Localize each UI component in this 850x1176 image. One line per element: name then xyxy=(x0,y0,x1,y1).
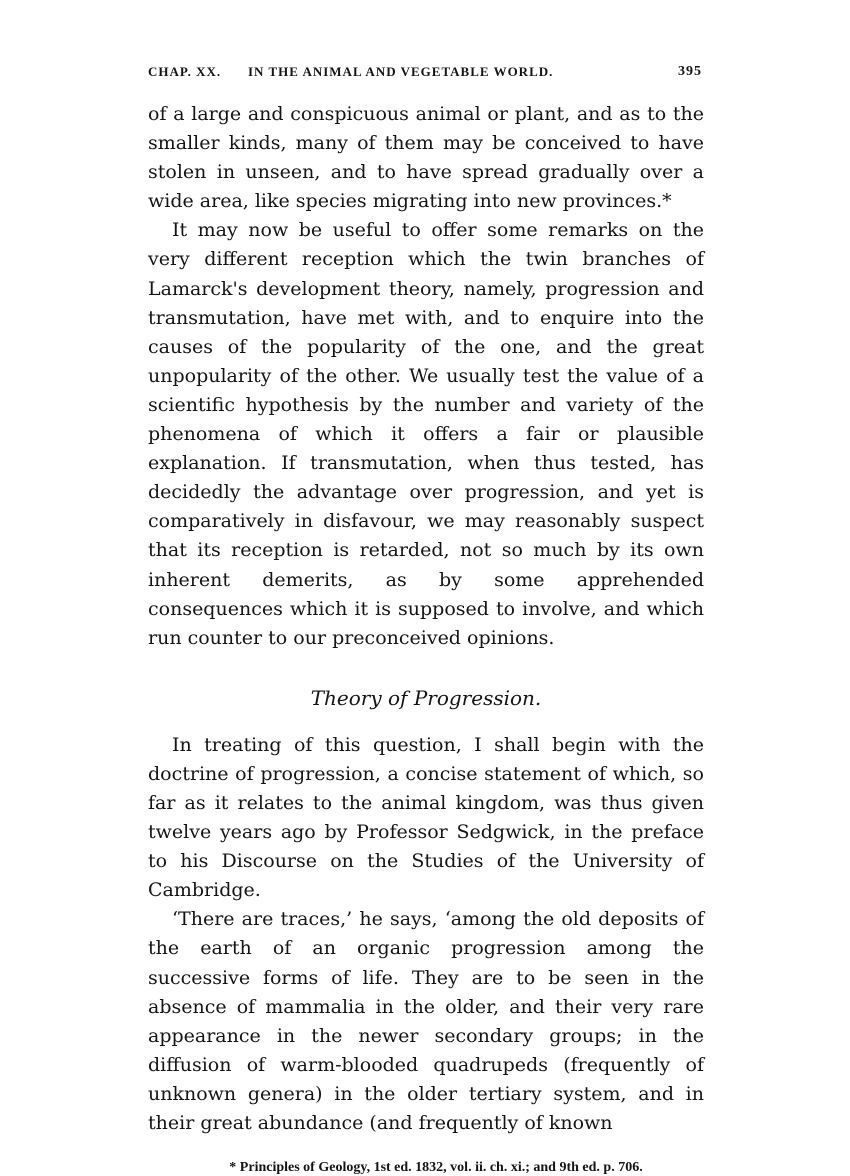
chapter-label: CHAP. XX. xyxy=(148,64,222,79)
paragraph: It may now be useful to offer some remarks on the very different reception which the twin branches of Lamarck's development theory, namely, progression and transmutation, have met with, and to enquire into the causes of the popularity of the one, and the great unpopularity of the other. We usually test the value of a scientific hypothesis by the number and variety of the phenomena of which it offers a fair or plausible explanation. If transmutation, when thus tested, has decidedly the advantage over progression, and yet is comparatively in disfavour, we may reasonably suspect that its reception is retarded, not so much by its own inherent demerits, as by some apprehended consequences which it is supposed to involve, and which run counter to our preconceived opinions. xyxy=(148,219,704,649)
page-number: 395 xyxy=(678,64,702,79)
running-title: IN THE ANIMAL AND VEGETABLE WORLD. xyxy=(248,64,554,79)
book-page xyxy=(148,62,704,1176)
section-heading: Theory of Progression. xyxy=(310,685,542,710)
footnote: * Principles of Geology, 1st ed. 1832, vol. ii. ch. xi.; and 9th ed. p. 706. xyxy=(229,1160,643,1176)
running-header xyxy=(148,62,704,86)
paragraph: ‘There are traces,’ he says, ‘among the old deposits of the earth of an organic progression among the successive forms of life. They are to be seen in the absence of mammalia in the older, and their very rare appearance in the newer secondary groups; in the diffusion of warm-blooded quadrupeds (frequently of unknown genera) in the older tertiary system, and in their great abundance (and frequently of known xyxy=(148,908,704,1134)
body-text xyxy=(148,100,704,1138)
paragraph: of a large and conspicuous animal or plant, and as to the smaller kinds, many of them may be conceived to have stolen in unseen, and to have spread gradually over a wide area, like species migrating into new provinces.* xyxy=(148,103,704,213)
paragraph: In treating of this question, I shall begin with the doctrine of progression, a concise statement of which, so far as it relates to the animal kingdom, was thus given twelve years ago by Professor Sedgwick, in the preface to his Discourse on the Studies of the University of Cambridge. xyxy=(148,733,704,902)
